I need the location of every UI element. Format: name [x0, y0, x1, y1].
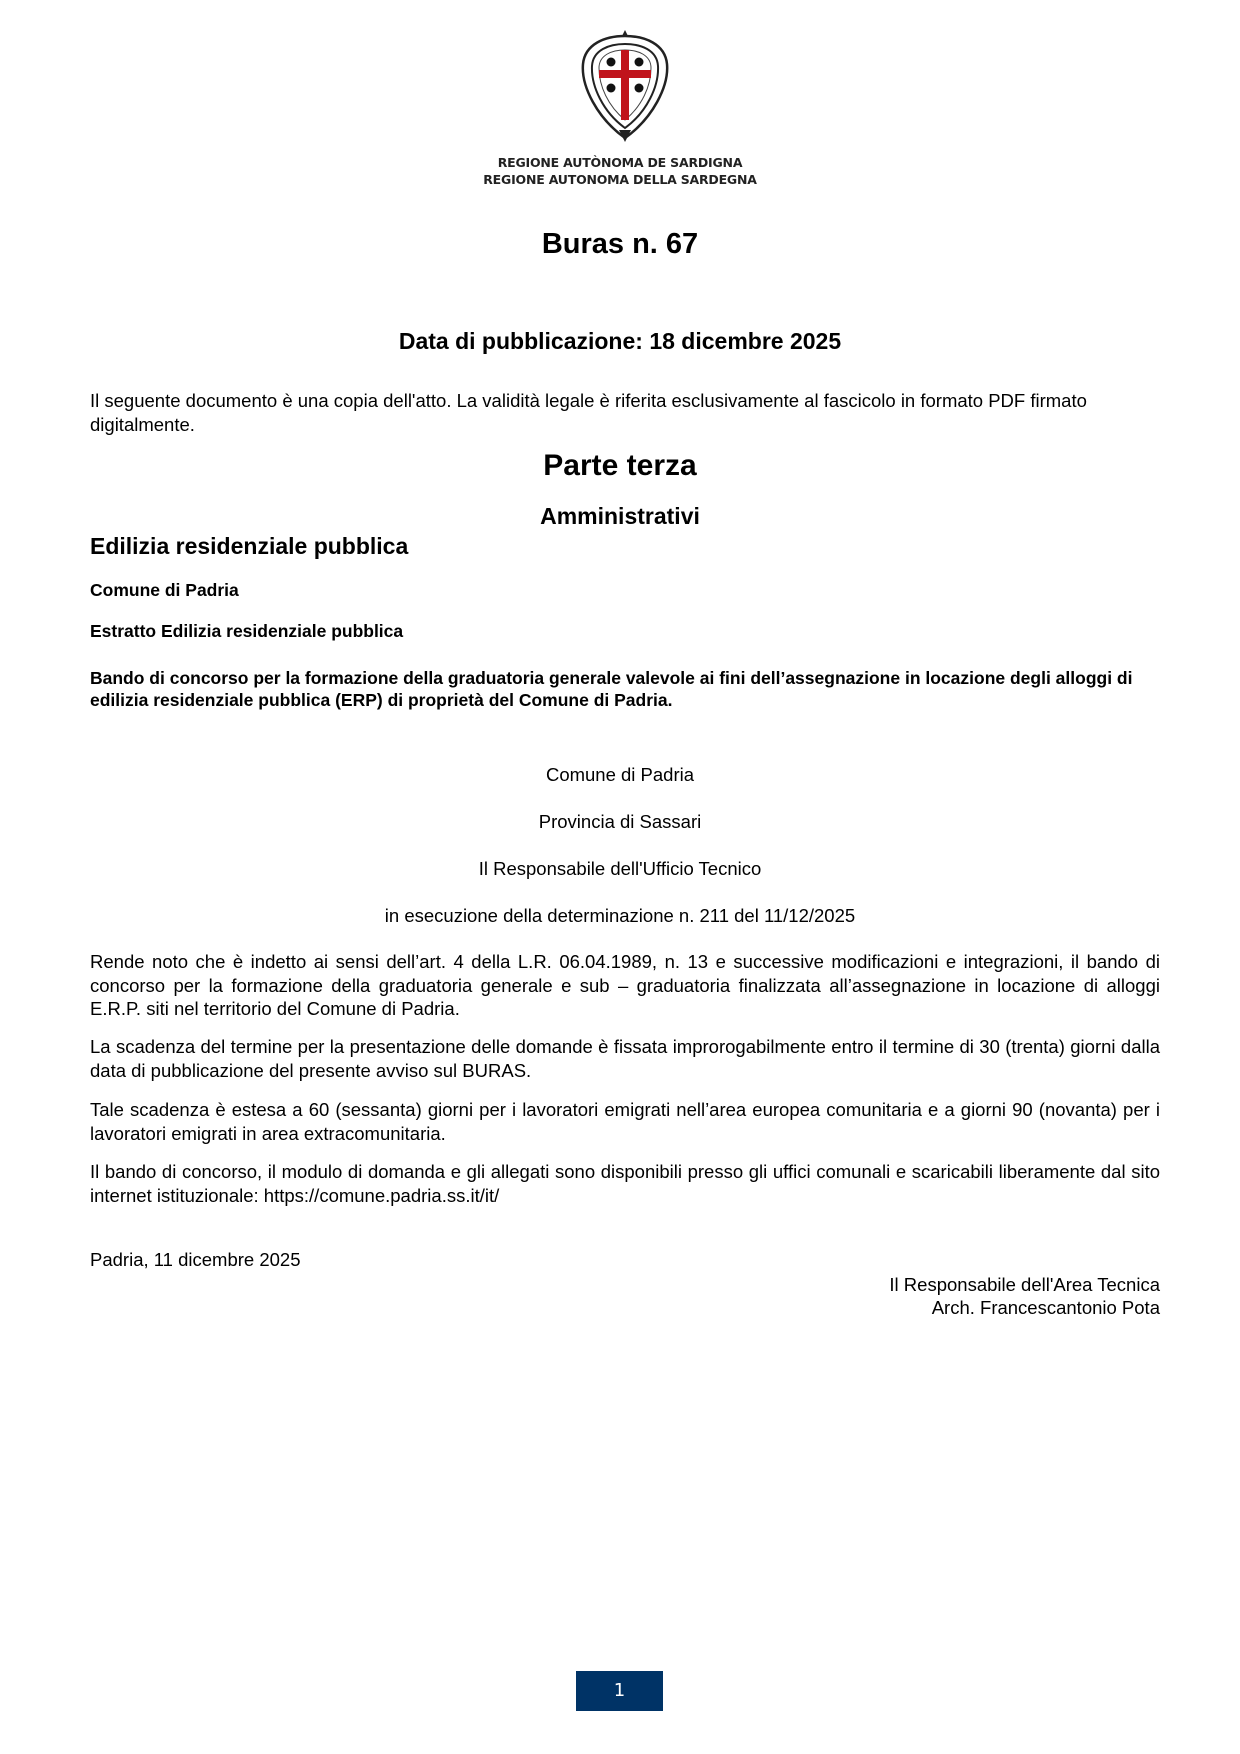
- section-heading: Amministrativi: [540, 503, 700, 529]
- document-title: Buras n. 67: [541, 228, 699, 260]
- category-heading: Edilizia residenziale pubblica: [90, 533, 409, 559]
- paragraph-announcement: Rende noto che è indetto ai sensi dell’art. 4 della L.R. 06.04.1989, n. 13 e successive modificazioni e integrazioni, il bando di concorso per la formazione della graduatoria generale e sub – graduatoria finalizzata all’assegnazione in locazione di alloggi E.R.P. siti nel territorio del Comune di Padria.: [90, 951, 1160, 1019]
- part-heading: Parte terza: [543, 449, 697, 482]
- region-name-italian: REGIONE AUTONOMA DELLA SARDEGNA: [483, 172, 757, 187]
- extract-heading: Estratto Edilizia residenziale pubblica: [90, 621, 404, 641]
- provincia-line: Provincia di Sassari: [538, 811, 702, 832]
- region-name-sardinian: REGIONE AUTÒNOMA DE SARDIGNA: [497, 155, 743, 170]
- sardinia-coat-of-arms-icon: [575, 26, 675, 144]
- page-number: 1: [576, 1671, 663, 1711]
- coat-of-arms-logo: [575, 26, 675, 144]
- paragraph-extension: Tale scadenza è estesa a 60 (sessanta) giorni per i lavoratori emigrati nell’area europea comunitaria e a giorni 90 (novanta) per i lavoratori emigrati in area extracomunitaria.: [90, 1099, 1160, 1144]
- notice-title: Bando di concorso per la formazione della graduatoria generale valevole ai fini dell’assegnazione in locazione degli alloggi di edilizia residenziale pubblica (ERP) di proprietà del Comune di Padria.: [90, 668, 1133, 710]
- signature-name: Arch. Francescantonio Pota: [931, 1297, 1160, 1318]
- legal-disclaimer: Il seguente documento è una copia dell'atto. La validità legale è riferita esclusivamente al fascicolo in formato PDF firmato digitalmente.: [90, 390, 1087, 435]
- comune-line: Comune di Padria: [545, 764, 695, 785]
- place-date: Padria, 11 dicembre 2025: [90, 1249, 301, 1270]
- determinazione-line: in esecuzione della determinazione n. 211 del 11/12/2025: [384, 905, 856, 926]
- paragraph-availability: Il bando di concorso, il modulo di domanda e gli allegati sono disponibili presso gli uffici comunali e scaricabili liberamente dal sito internet istituzionale: https://comune.padria.ss.it/it/: [90, 1161, 1160, 1206]
- paragraph-deadline: La scadenza del termine per la presentazione delle domande è fissata improrogabilmente entro il termine di 30 (trenta) giorni dalla data di pubblicazione del presente avviso sul BURAS.: [90, 1036, 1160, 1081]
- signature-role: Il Responsabile dell'Area Tecnica: [889, 1274, 1160, 1295]
- responsabile-line: Il Responsabile dell'Ufficio Tecnico: [478, 858, 762, 879]
- issuer-heading: Comune di Padria: [90, 580, 239, 600]
- publication-date: Data di pubblicazione: 18 dicembre 2025: [398, 328, 842, 354]
